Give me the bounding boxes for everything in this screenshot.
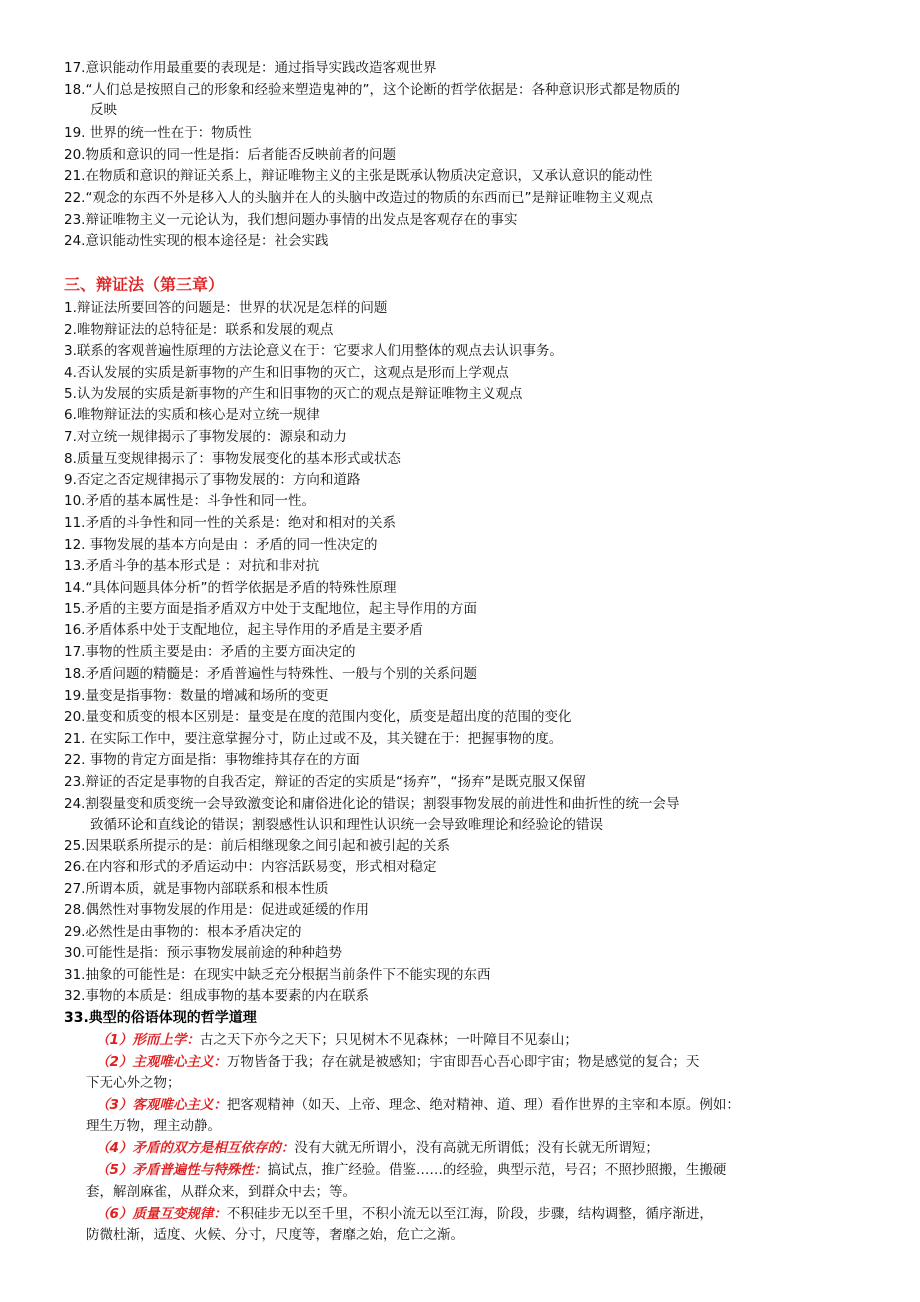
text-line: 20.量变和质变的根本区别是：量变是在度的范围内变化，质变是超出度的范围的变化 (64, 709, 572, 725)
proverb-continuation: 套，解剖麻雀，从群众来，到群众中去；等。 (86, 1184, 356, 1200)
proverb-label: （5）矛盾普遍性与特殊性： (96, 1162, 268, 1178)
text-line: 8.质量互变规律揭示了：事物发展变化的基本形式或状态 (64, 451, 401, 467)
proverb-label: （2）主观唯心主义： (96, 1054, 227, 1070)
text-line: 32.事物的本质是：组成事物的基本要素的内在联系 (64, 988, 369, 1004)
text-line: 26.在内容和形式的矛盾运动中：内容活跃易变，形式相对稳定 (64, 859, 437, 875)
proverb-item (96, 1052, 886, 1072)
text-line: 22. 事物的肯定方面是指：事物维持其存在的方面 (64, 752, 360, 768)
text-line: 31.抽象的可能性是：在现实中缺乏充分根据当前条件下不能实现的东西 (64, 967, 491, 983)
text-line: 17.事物的性质主要是由：矛盾的主要方面决定的 (64, 644, 356, 660)
proverb-label: （3）客观唯心主义： (96, 1097, 227, 1113)
proverb-text: 万物皆备于我；存在就是被感知；宇宙即吾心吾心即宇宙；物是感觉的复合；天 (226, 1054, 700, 1070)
proverb-text: 把客观精神（如天、上帝、理念、绝对精神、道、理）看作世界的主宰和本原。例如： (226, 1097, 740, 1113)
text-line: 7.对立统一规律揭示了事物发展的：源泉和动力 (64, 429, 347, 445)
text-line: 27.所谓本质，就是事物内部联系和根本性质 (64, 881, 329, 897)
text-line: 19. 世界的统一性在于：物质性 (64, 125, 252, 141)
text-line: 21.在物质和意识的辩证关系上，辩证唯物主义的主张是既承认物质决定意识，又承认意识的能动性 (64, 168, 653, 184)
proverb-text: 没有大就无所谓小，没有高就无所谓低；没有长就无所谓短； (294, 1140, 659, 1156)
text-line: 30.可能性是指：预示事物发展前途的种种趋势 (64, 945, 342, 961)
text-line: 29.必然性是由事物的：根本矛盾决定的 (64, 924, 302, 940)
text-line: 17.意识能动作用最重要的表现是：通过指导实践改造客观世界 (64, 60, 437, 76)
text-line: 20.物质和意识的同一性是指：后者能否反映前者的问题 (64, 147, 396, 163)
proverb-item (96, 1095, 886, 1115)
text-line: 15.矛盾的主要方面是指矛盾双方中处于支配地位，起主导作用的方面 (64, 601, 477, 617)
text-line: 14.“具体问题具体分析”的哲学依据是矛盾的特殊性原理 (64, 580, 397, 596)
text-line: 3.联系的客观普遍性原理的方法论意义在于：它要求人们用整体的观点去认识事务。 (64, 343, 563, 359)
text-line: 22.“观念的东西不外是移入人的头脑并在人的头脑中改造过的物质的东西而已”是辩证唯物主义观点 (64, 190, 653, 206)
proverb-item (96, 1204, 886, 1224)
text-line: 23.辩证唯物主义一元论认为，我们想问题办事情的出发点是客观存在的事实 (64, 212, 518, 228)
proverb-label: （1）形而上学： (96, 1032, 200, 1048)
text-line: 5.认为发展的实质是新事物的产生和旧事物的灭亡的观点是辩证唯物主义观点 (64, 386, 523, 402)
text-line: 24.意识能动性实现的根本途径是：社会实践 (64, 233, 329, 249)
text-line: 2.唯物辩证法的总特征是：联系和发展的观点 (64, 322, 334, 338)
proverbs-title: 33.典型的俗语体现的哲学道理 (64, 1010, 257, 1026)
text-line: 9.否定之否定规律揭示了事物发展的：方向和道路 (64, 472, 361, 488)
text-line: 28.偶然性对事物发展的作用是：促进或延缓的作用 (64, 902, 369, 918)
text-line: 19.量变是指事物：数量的增减和场所的变更 (64, 688, 329, 704)
text-line: 10.矛盾的基本属性是：斗争性和同一性。 (64, 493, 315, 509)
text-line: 4.否认发展的实质是新事物的产生和旧事物的灭亡，这观点是形而上学观点 (64, 365, 509, 381)
proverb-continuation: 下无心外之物； (86, 1075, 181, 1091)
text-line: 24.割裂量变和质变统一会导致激变论和庸俗进化论的错误；割裂事物发展的前进性和曲折性的统一会导 (64, 796, 680, 812)
proverb-item (96, 1160, 886, 1180)
proverb-item (96, 1030, 886, 1050)
proverb-item (96, 1138, 886, 1158)
text-line: 18.“人们总是按照自己的形象和经验来塑造鬼神的”，这个论断的哲学依据是：各种意识形式都是物质的 (64, 82, 680, 98)
proverb-text: 古之天下亦今之天下；只见树木不见森林；一叶障目不见泰山； (199, 1032, 578, 1048)
text-line: 反映 (90, 102, 117, 118)
proverb-continuation: 防微杜渐，适度、火候、分寸，尺度等，奢靡之始，危亡之渐。 (86, 1227, 464, 1243)
text-line: 21. 在实际工作中，要注意掌握分寸，防止过或不及，其关键在于：把握事物的度。 (64, 731, 563, 747)
proverb-text: 不积硅步无以至千里，不积小流无以至江海，阶段，步骤，结构调整，循序渐进， (226, 1206, 713, 1222)
text-line: 1.辩证法所要回答的问题是：世界的状况是怎样的问题 (64, 300, 388, 316)
text-line: 6.唯物辩证法的实质和核心是对立统一规律 (64, 407, 320, 423)
text-line: 25.因果联系所提示的是：前后相继现象之间引起和被引起的关系 (64, 838, 450, 854)
proverb-text: 搞试点，推广经验。借鉴……的经验，典型示范，号召；不照抄照搬，生搬硬 (267, 1162, 727, 1178)
text-line: 23.辩证的否定是事物的自我否定，辩证的否定的实质是“扬弃”，“扬弃”是既克服又保留 (64, 774, 586, 790)
proverb-continuation: 理生万物，理主动静。 (86, 1118, 221, 1134)
text-line: 18.矛盾问题的精髓是：矛盾普遍性与特殊性、一般与个别的关系问题 (64, 666, 477, 682)
text-line: 16.矛盾体系中处于支配地位，起主导作用的矛盾是主要矛盾 (64, 622, 423, 638)
text-line: 致循环论和直线论的错误；割裂感性认识和理性认识统一会导致唯理论和经验论的错误 (90, 817, 603, 833)
proverb-label: （4）矛盾的双方是相互依存的： (96, 1140, 295, 1156)
text-line: 11.矛盾的斗争性和同一性的关系是：绝对和相对的关系 (64, 515, 396, 531)
section-heading: 三、辩证法（第三章） (64, 275, 225, 294)
text-line: 13.矛盾斗争的基本形式是 ：对抗和非对抗 (64, 558, 320, 574)
text-line: 12. 事物发展的基本方向是由 ：矛盾的同一性决定的 (64, 537, 378, 553)
proverb-label: （6）质量互变规律： (96, 1206, 227, 1222)
